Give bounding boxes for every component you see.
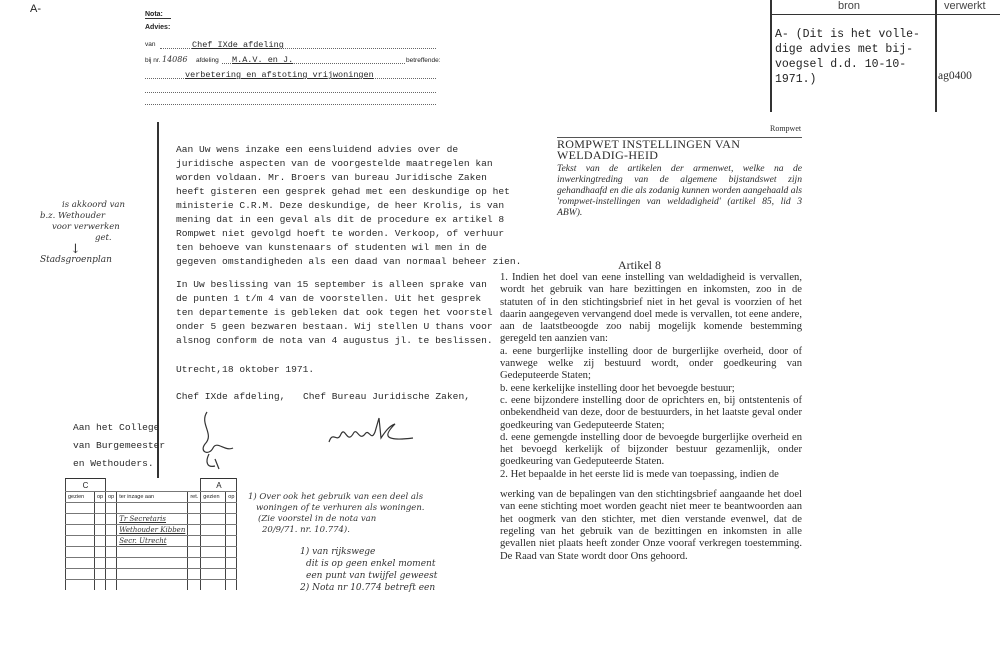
article-8-body	[500, 272, 802, 563]
bijnr-value: 14086	[162, 55, 188, 64]
handwritten-footnote-2: 1) van rijkswege dit is op geen enkel moment een punt van twijfel geweest 2) Nota nr 10.774 betreft een	[300, 547, 438, 593]
corner-mark: A-	[30, 3, 41, 15]
advies-title: Advies:	[145, 24, 171, 31]
van-value: Chef IXde afdeling	[192, 40, 284, 50]
rompwet-title: ROMPWET INSTELLINGEN VAN WELDADIG-HEID	[557, 137, 802, 161]
handwritten-footnote-1: 1) Over ook het gebruik van een deel als woningen of te verhuren als woningen. (Zie voorstel in de nota van 20/9/71. nr. 10.774).	[248, 492, 425, 535]
signatory-left: Chef IXde afdeling,	[176, 391, 286, 402]
register-table: C A gezien op op ter inzage aan ret. gezien op Tr Secretaris Wethouder Kibben Secr. Utrecht	[65, 478, 237, 590]
article-8-continued: werking van de bepalingen van den stichtingsbrief aangaande het doel van eene stichting moet worden geacht niet meer te beantwoorden aan het oogmerk van den stichter, met dien verstande evenwel, dat de regeling van het gebruik van de bezittingen en inkomsten in alle gevallen niet plaats heeft zonder Onze vooraf verkregen toestemming. De Raad van State wordt door Ons gehoord.	[500, 489, 802, 562]
article-heading: Artikel 8	[618, 258, 661, 272]
handwritten-margin-note: is akkoord van b.z. Wethouder voor verwerken get. ↓ Stadsgroenplan	[40, 200, 125, 265]
table-row: Secr. Utrecht	[66, 536, 237, 547]
letter-paragraph-1: Aan Uw wens inzake een eensluidend advies over de juridische aspecten van de voorgestelde maatregelen kan worden voldaan. Mr. Broers van bureau Juridische Zaken heeft gisteren een gesprek gehad met een deskundige op het ministerie C.R.M. Deze deskundige, de heer Krolis, is van mening dat in een geval als dit de procedure ex artikel 8 Rompwet niet gevolgd hoeft te worden. Verkoop, of verhuur ten behoeve van kunstenaars of studenten wil men in de gegeven omstandigheden als een daad van normaal beheer zien.	[176, 144, 522, 267]
signature-left	[195, 404, 240, 474]
table-row: Wethouder Kibben	[66, 525, 237, 536]
signature-right	[325, 412, 420, 452]
signatory-right: Chef Bureau Juridische Zaken,	[303, 391, 470, 402]
betreffende-value: verbetering en afstoting vrijwoningen	[185, 70, 374, 80]
processed-header: verwerkt	[944, 0, 986, 12]
van-label: van	[145, 41, 156, 48]
processed-code: ag0400	[938, 70, 972, 82]
letter-paragraph-2: In Uw beslissing van 15 september is alleen sprake van de punten 1 t/m 4 van de voorstellen. Uit het gesprek ten departemente is gebleken dat ook tegen het voorstel onder 5 geen bezwaren bestaan. Wij stellen U thans voor alsnog conform de nota van 4 augustus jl. te beslissen.	[176, 279, 493, 346]
afdeling-value: M.A.V. en J.	[232, 55, 294, 65]
bijnr-label: bij nr.	[145, 57, 161, 64]
nota-title: Nota:	[145, 11, 171, 19]
article-8-text: 1. Indien het doel van eene instelling van weldadigheid is vervallen, wordt het gebruik van hare bezittingen en inkomsten, zoo in de statuten of in den stichtingsbrief niet in het geval is voorzien of het daarin aangegeven vervangend doel mede is vervallen, tot eene andere, aan de laatstbeoogde zoo nabij mogelijk komende bestemming geregeld ten aanzien van: a. eene burgerlijke instelling door de burgerlijke overheid, door of vanwege welke zij bestuurd wordt, onder goedkeuring van Gedeputeerde Staten; b. eene kerkelijke instelling door het bevoegde bestuur; c. eene bijzondere instelling door de oprichters en, bij ontstentenis of onbekendheid van deze, door de bestuurders, in het laatste geval onder goedkeuring van Gedeputeerde Staten; d. eene gemengde instelling door de bevoegde burgerlijke overheid en het bevoegd kerkelijk of bijzonder bestuur gezamenlijk, onder goedkeuring van Gedeputeerde Staten. 2. Het bepaalde in het eerste lid is mede van toepassing, indien de	[500, 272, 802, 480]
source-text: A- (Dit is het volle- dige advies met bij- voegsel d.d. 10-10- 1971.)	[775, 28, 920, 86]
group-a: A	[201, 479, 237, 492]
source-header: bron	[838, 0, 861, 12]
group-c: C	[66, 479, 106, 492]
rompwet-subtitle: Tekst van de artikelen der armenwet, welke na de inwerkingtreding van de algemene bijstandswet zijn gehandhaafd en die als zodanig kunnen worden aangehaald als 'rompwet-instellingen van weldadigheid' (artikel 85, lid 3 ABW).	[557, 163, 802, 218]
running-head: Rompwet	[770, 124, 802, 133]
letter-date: Utrecht,18 oktober 1971.	[176, 364, 315, 375]
table-row: Tr Secretaris	[66, 514, 237, 525]
betreffende-label: betreffende:	[406, 57, 441, 64]
addressee: Aan het College van Burgemeester en Wethouders.	[73, 422, 166, 469]
afdeling-label: afdeling	[196, 57, 219, 64]
